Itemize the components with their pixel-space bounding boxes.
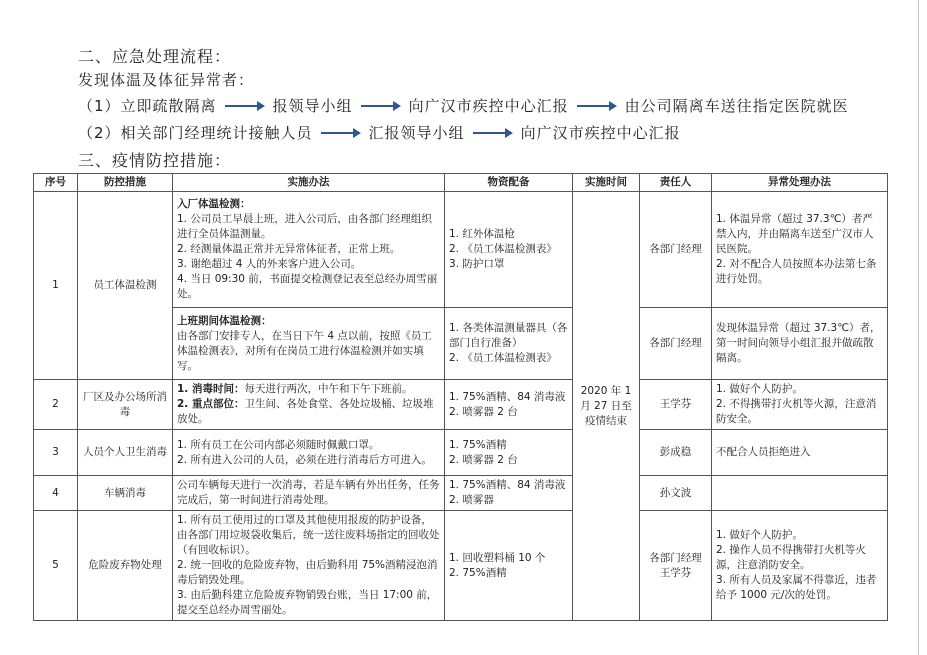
- person-line: 王学芬: [659, 566, 692, 579]
- handling-line: 3. 所有人员及家属不得靠近，违者给予 1000 元/次的处罚。: [716, 574, 877, 601]
- row1-method-b: [173, 308, 445, 380]
- material-line: 1. 75%酒精、84 消毒液: [449, 479, 566, 491]
- row1-materials-b: [445, 308, 573, 380]
- flow-line-2: [78, 122, 681, 143]
- header-handling: 异常处理办法: [712, 174, 888, 192]
- row1-no: 1: [34, 192, 78, 380]
- header-time: 实施时间: [573, 174, 640, 192]
- method-line: 2. 所有进入公司的人员，必须在进行消毒后方可进入。: [177, 453, 432, 466]
- handling-line: 2. 对不配合人员按照本办法第七条进行处罚。: [716, 258, 877, 285]
- row2-measure: 厂区及办公场所消毒: [78, 380, 173, 430]
- row2-person: 王学芬: [640, 380, 712, 430]
- flow1-step3: 向广汉市疾控中心汇报: [408, 97, 569, 115]
- page-edge-line: [918, 0, 919, 655]
- material-line: 2. 喷雾器 2 台: [449, 405, 518, 418]
- arrow-right-icon: [225, 100, 265, 112]
- flow2-step2: 汇报领导小组: [368, 124, 465, 142]
- method-line: 4. 当日 09:30 前，书面提交检测登记表至总经办周雪丽处。: [177, 273, 438, 300]
- row3-measure: 人员个人卫生消毒: [78, 430, 173, 476]
- section3-title: 三、疫情防控措施：: [78, 151, 232, 170]
- row3-method: [173, 430, 445, 476]
- row4-measure: 车辆消毒: [78, 476, 173, 511]
- method-line: 3. 由后勤科建立危险废弃物销毁台账，当日 17:00 前，提交至总经办周雪丽处。: [177, 589, 438, 616]
- material-line: 2. 《员工体温检测表》: [449, 243, 557, 255]
- flow2-step3: 向广汉市疾控中心汇报: [520, 124, 681, 142]
- method-text: 卫生间、各处食堂、各处垃圾桶、垃圾堆放处。: [177, 398, 434, 425]
- row1-person-b: 各部门经理: [640, 308, 712, 380]
- row5-method: [173, 511, 445, 621]
- row1-person-a: 各部门经理: [640, 192, 712, 308]
- method-key: 1. 消毒时间：: [177, 383, 245, 395]
- row4-method: 公司车辆每天进行一次消毒，若是车辆有外出任务，任务完成后，第一时间进行消毒处理。: [173, 476, 445, 511]
- material-line: 2. 75%酒精: [449, 566, 507, 579]
- row1-measure: 员工体温检测: [78, 192, 173, 380]
- material-line: 1. 各类体温测量器具（各部门自行准备）: [449, 322, 568, 349]
- arrow-right-icon: [361, 100, 401, 112]
- row3-person: 彭成稳: [640, 430, 712, 476]
- row4-handling: [712, 476, 888, 511]
- method-line: 1. 所有员工使用过的口罩及其他使用报废的防护设备，由各部门用垃圾袋收集后，统一送往废料场指定的回收处（有回收标识）。: [177, 514, 440, 556]
- row1-method-a: [173, 192, 445, 308]
- handling-line: 2. 不得携带打火机等火源，注意消防安全。: [716, 398, 877, 425]
- method-line: 2. 统一回收的危险废弃物，由后勤科用 75%酒精浸泡消毒后销毁处理。: [177, 559, 438, 586]
- person-line: 各部门经理: [649, 551, 702, 564]
- method-text: 每天进行两次，中午和下午下班前。: [244, 383, 413, 395]
- handling-line: 2. 操作人员不得携带打火机等火源，注意消防安全。: [716, 544, 866, 571]
- row5-person: [640, 511, 712, 621]
- header-no: 序号: [34, 174, 78, 192]
- row3-handling: 不配合人员拒绝进入: [712, 430, 888, 476]
- row4-person: 孙文波: [640, 476, 712, 511]
- flow2-step1: （2）相关部门经理统计接触人员: [78, 124, 313, 142]
- handling-line: 1. 做好个人防护。: [716, 383, 803, 395]
- method-line: 1. 公司员工早晨上班，进入公司后，由各部门经理组织进行全员体温测量。: [177, 213, 432, 240]
- implementation-time: 2020 年 1 月 27 日至疫情结束: [573, 192, 640, 621]
- method-line: 2. 经测量体温正常并无异常体征者，正常上班。: [177, 243, 401, 255]
- row1-method-a-title: 入厂体温检测：: [177, 198, 251, 210]
- row1-materials-a: [445, 192, 573, 308]
- material-line: 2. 喷雾器: [449, 494, 494, 506]
- table-row: [34, 476, 888, 511]
- arrow-right-icon: [577, 100, 617, 112]
- header-person: 责任人: [640, 174, 712, 192]
- row5-materials: [445, 511, 573, 621]
- row5-no: 5: [34, 511, 78, 621]
- method-key: 2. 重点部位：: [177, 398, 245, 410]
- arrow-right-icon: [321, 127, 361, 139]
- handling-line: 1. 做好个人防护。: [716, 529, 803, 541]
- material-line: 2. 《员工体温检测表》: [449, 352, 557, 364]
- row5-handling: [712, 511, 888, 621]
- row3-materials: [445, 430, 573, 476]
- material-line: 2. 喷雾器 2 台: [449, 453, 518, 466]
- handling-line: 1. 体温异常（超过 37.3℃）者严禁入内，并由隔离车送至广汉市人民医院。: [716, 213, 874, 255]
- header-measure: 防控措施: [78, 174, 173, 192]
- header-method: 实施办法: [173, 174, 445, 192]
- row5-measure: 危险废弃物处理: [78, 511, 173, 621]
- flow1-step1: （1）立即疏散隔离: [78, 97, 217, 115]
- flow1-step4: 由公司隔离车送往指定医院就医: [624, 97, 849, 115]
- flow-line-1: [78, 95, 849, 116]
- row4-no: 4: [34, 476, 78, 511]
- table-row: [34, 511, 888, 621]
- material-line: 3. 防护口罩: [449, 258, 505, 270]
- row2-materials: [445, 380, 573, 430]
- section2-subtitle: 发现体温及体征异常者：: [78, 71, 255, 89]
- material-line: 1. 回收塑料桶 10 个: [449, 551, 546, 564]
- method-line: 1. 所有员工在公司内部必须随时佩戴口罩。: [177, 438, 380, 451]
- control-measures-table: [33, 173, 888, 621]
- material-line: 1. 75%酒精: [449, 438, 507, 451]
- row1-handling-a: [712, 192, 888, 308]
- method-line: 由各部门安排专人，在当日下午 4 点以前，按照《员工体温检测表》，对所有在岗员工进行体温检测并如实填写。: [177, 329, 432, 372]
- header-materials: 物资配备: [445, 174, 573, 192]
- flow1-step2: 报领导小组: [272, 97, 353, 115]
- material-line: 1. 红外体温枪: [449, 228, 515, 240]
- table-header-row: [34, 174, 888, 192]
- table-row: [34, 430, 888, 476]
- arrow-right-icon: [473, 127, 513, 139]
- section2-title: 二、应急处理流程：: [78, 47, 232, 66]
- row1-handling-b: 发现体温异常（超过 37.3℃）者，第一时间向领导小组汇报并做疏散隔离。: [712, 308, 888, 380]
- row2-method: [173, 380, 445, 430]
- material-line: 1. 75%酒精、84 消毒液: [449, 390, 566, 403]
- method-line: 3. 谢绝超过 4 人的外来客户进入公司。: [177, 258, 362, 270]
- table-row: [34, 192, 888, 308]
- table-row: [34, 380, 888, 430]
- row1-method-b-title: 上班期间体温检测：: [177, 314, 272, 327]
- row2-no: 2: [34, 380, 78, 430]
- row2-handling: [712, 380, 888, 430]
- row4-materials: [445, 476, 573, 511]
- row3-no: 3: [34, 430, 78, 476]
